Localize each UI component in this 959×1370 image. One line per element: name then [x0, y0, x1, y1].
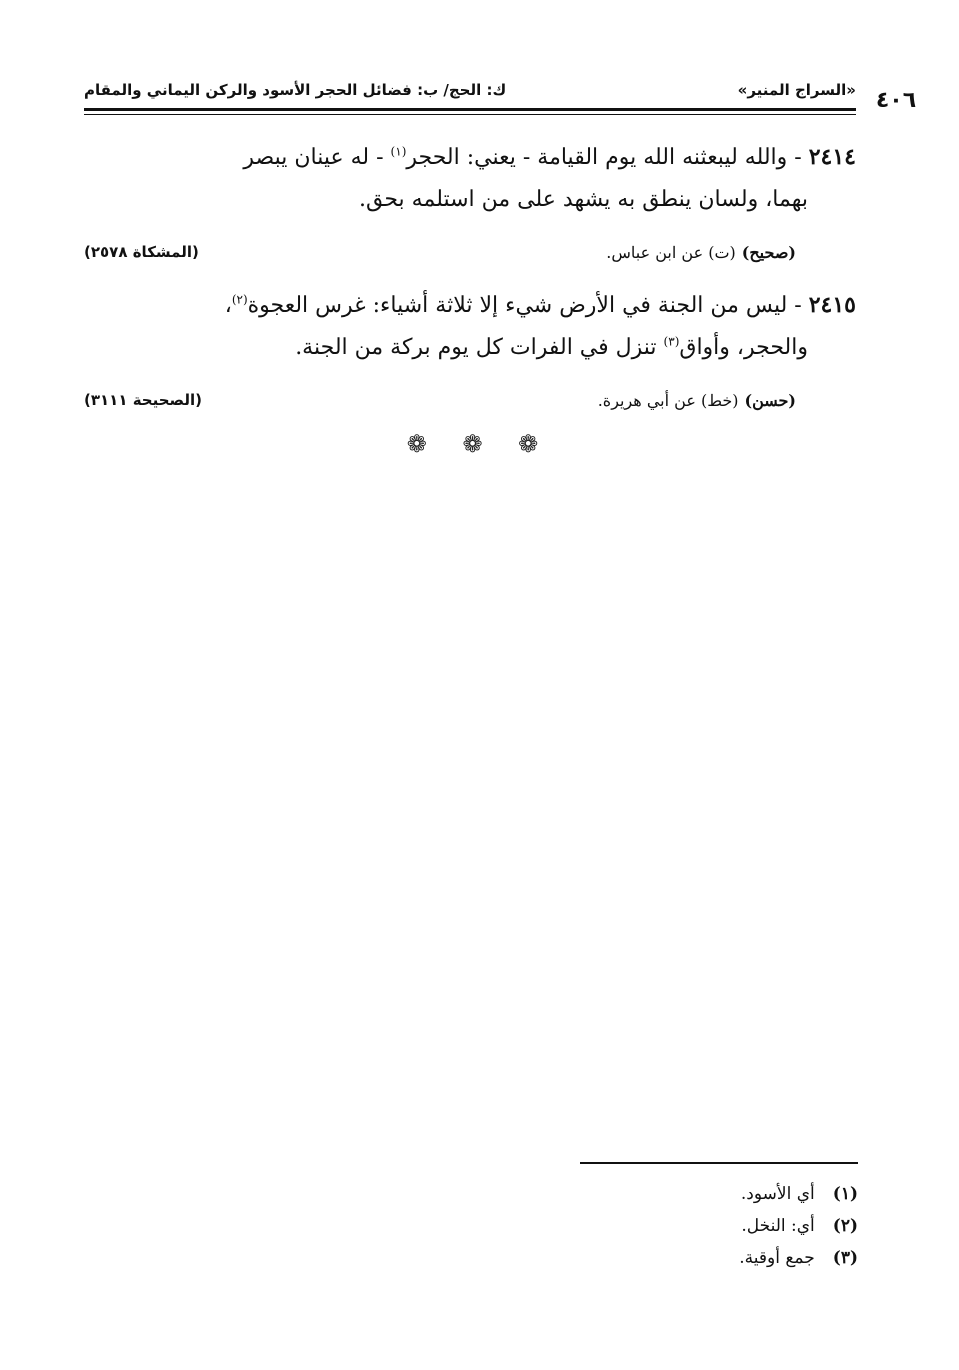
hadith-text-continued: ،: [224, 293, 232, 318]
footnote-marker: (٣): [663, 334, 680, 349]
hadith-text-line2: [84, 327, 856, 369]
footnote-text: أي الأسود.: [740, 1184, 815, 1204]
hadith-text-line2: بهما، ولسان ينطق به يشهد على من استلمه بحق.: [359, 187, 808, 212]
hadith-2415: [84, 284, 856, 369]
footnote-number: (١): [832, 1184, 858, 1204]
page-number: ٤٠٦: [875, 88, 917, 113]
footnote-rule: [580, 1162, 858, 1164]
hadith-line2-end: تنزل في الفرات كل يوم بركة من الجنة.: [295, 335, 657, 360]
hadith-source: [84, 238, 856, 266]
hadith-source: [84, 386, 856, 414]
chapter-title: ك: الحج/ ب: فضائل الحجر الأسود والركن اليماني والمقام: [84, 81, 507, 99]
footnote-item: [560, 1178, 858, 1210]
hadith-reference: (الصحيحة ٣١١١): [84, 391, 202, 409]
hadith-text-continued: - له عينان يبصر: [243, 145, 384, 170]
footnote-marker: (٢): [231, 292, 248, 307]
hadith-2414: [84, 136, 856, 221]
hadith-grade: (صحيح): [741, 242, 796, 262]
footnote-text: جمع أوقية.: [739, 1248, 815, 1268]
footnote-marker: (١): [390, 144, 407, 159]
footnote-text: أي: النخل.: [741, 1216, 815, 1236]
hadith-grade: (حسن): [744, 390, 796, 410]
book-title: «السراج المنير»: [737, 81, 856, 99]
header-rule-thick: [84, 108, 856, 111]
hadith-dash: -: [787, 145, 802, 170]
footnotes: [560, 1178, 858, 1274]
section-separator-ornament: ❁ ❁ ❁: [406, 430, 553, 458]
footnote-number: (٢): [832, 1216, 858, 1236]
hadith-text: والله ليبعثنه الله يوم القيامة - يعني: الحجر: [406, 145, 788, 170]
hadith-number: ٢٤١٥: [808, 292, 856, 318]
hadith-line2-start: والحجر، وأواق: [679, 335, 808, 360]
hadith-narration: (ت) عن ابن عباس.: [606, 242, 736, 262]
hadith-dash: -: [787, 293, 802, 318]
footnote-number: (٣): [832, 1248, 858, 1268]
hadith-reference: (المشكاة ٢٥٧٨): [84, 243, 199, 261]
hadith-number: ٢٤١٤: [808, 144, 856, 170]
hadith-text: ليس من الجنة في الأرض شيء إلا ثلاثة أشياء: غرس العجوة: [247, 293, 788, 318]
footnote-item: [560, 1242, 858, 1274]
header-rule-thin: [84, 114, 856, 115]
running-header: [84, 74, 856, 106]
footnote-item: [560, 1210, 858, 1242]
hadith-narration: (خط) عن أبي هريرة.: [597, 390, 739, 410]
